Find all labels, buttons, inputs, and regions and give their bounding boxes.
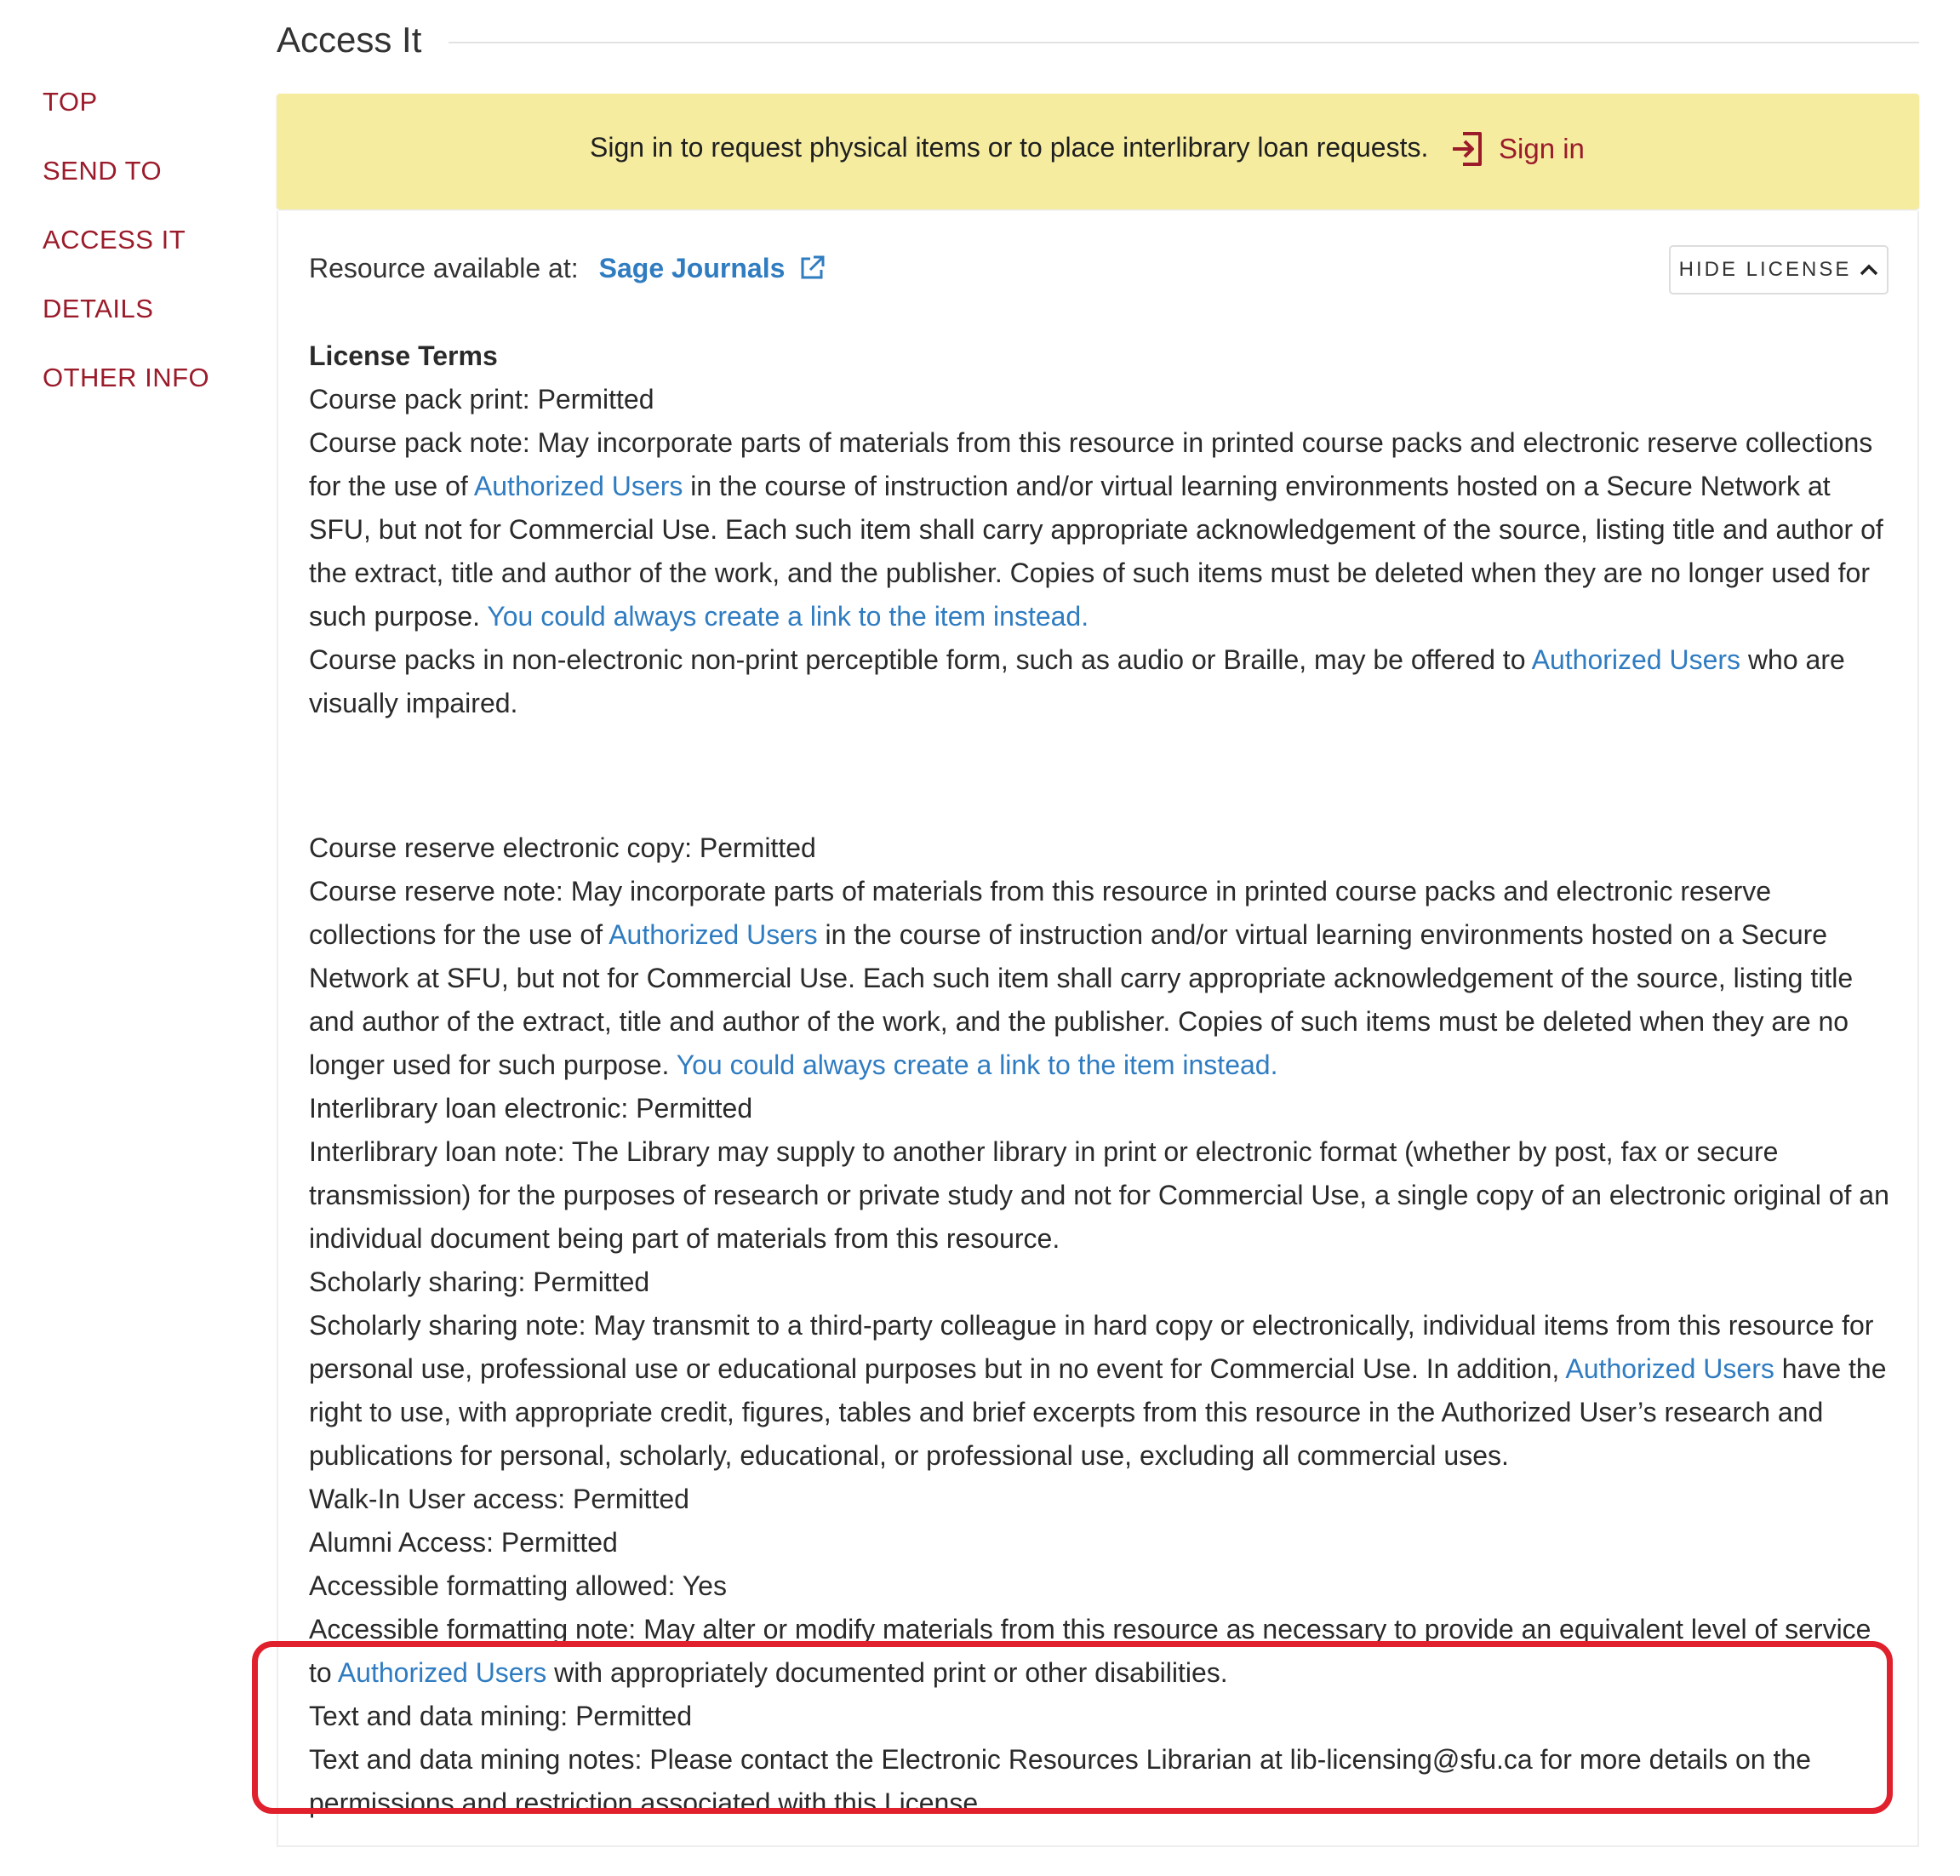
text-data-mining-notes: Text and data mining notes: Please contact the Electronic Resources Librarian at lib-licensing@sfu.ca for more details on the permissions and restriction associated with this License. [309,1744,1811,1818]
authorized-users-link[interactable]: Authorized Users [1565,1353,1774,1384]
authorized-users-link[interactable]: Authorized Users [1531,644,1741,675]
section-header [277,17,1919,68]
signin-label: Sign in [1499,133,1585,164]
ill-electronic: Interlibrary loan electronic: Permitted [309,1093,753,1124]
side-navigation [43,81,247,426]
resource-link-text: Sage Journals [598,252,786,283]
license-terms [309,335,1892,1825]
authorized-users-link[interactable]: Authorized Users [473,471,683,501]
license-title: License Terms [309,340,498,371]
signin-banner [277,94,1919,209]
authorized-users-link[interactable]: Authorized Users [609,919,818,950]
course-pack-braille-note: Course packs in non-electronic non-print perceptible form, such as audio or Braille, may be offered to Authorized Users who are visually impaired. [309,644,1845,718]
authorized-users-link[interactable]: Authorized Users [337,1657,547,1688]
resource-row [309,247,826,289]
ill-note: Interlibrary loan note: The Library may supply to another library in print or electronic format (whether by post, fax or secure transmission) for the purposes of research or private study and not for Commercial Use, a single copy of an electronic original of an individual document being part of materials from this resource. [309,1136,1889,1254]
course-pack-note: Course pack note: May incorporate parts of materials from this resource in printed course packs and electronic reserve collections for the use of Authorized Users in the course of instruction and/or virtual learning environments hosted on a Secure Network at SFU, but not for Commercial Use. Each such item shall carry appropriate acknowledgement of the source, listing title and author of the extract, title and author of the work, and the publisher. Copies of such items must be deleted when they are no longer used for such purpose. You could always create a link to the item instead. [309,427,1883,632]
signin-message: Sign in to request physical items or to place interlibrary loan requests. [590,132,1429,163]
scholarly-sharing: Scholarly sharing: Permitted [309,1267,650,1297]
text-data-mining: Text and data mining: Permitted [309,1701,693,1731]
accessible-formatting-note: Accessible formatting note: May alter or modify materials from this resource as necessary to provide an equivalent level of service to Authorized Users with appropriately documented print or other disabilities. [309,1614,1871,1688]
nav-item-other-info[interactable]: OTHER INFO [43,363,210,392]
walk-in-access: Walk-In User access: Permitted [309,1484,689,1514]
sign-in-icon [1451,130,1483,168]
resource-label: Resource available at: [309,252,579,283]
course-pack-print: Course pack print: Permitted [309,384,654,415]
nav-item-details[interactable]: DETAILS [43,294,154,323]
hide-license-label: HIDE LICENSE [1678,258,1852,281]
course-reserve-note: Course reserve note: May incorporate parts of materials from this resource in printed course packs and electronic reserve collections for the use of Authorized Users in the course of instruction and/or virtual learning environments hosted on a Secure Network at SFU, but not for Commercial Use. Each such item shall carry appropriate acknowledgement of the source, listing title and author of the extract, title and author of the work, and the publisher. Copies of such items must be deleted when they are no longer used for such purpose. You could always create a link to the item instead. [309,876,1854,1080]
section-divider [449,42,1919,43]
create-link-instead-link[interactable]: You could always create a link to the item instead. [676,1050,1278,1080]
section-title: Access It [277,20,422,60]
nav-item-access-it[interactable]: ACCESS IT [43,225,186,255]
hide-license-button[interactable] [1669,245,1889,295]
create-link-instead-link[interactable]: You could always create a link to the item instead. [487,601,1089,632]
course-reserve-copy: Course reserve electronic copy: Permitted [309,832,816,863]
scholarly-sharing-note: Scholarly sharing note: May transmit to a third-party colleague in hard copy or electronically, individual items from this resource for personal use, professional use or educational purposes but in no event for Commercial Use. In addition, Authorized Users have the right to use, with appropriate credit, figures, tables and brief excerpts from this resource in the Authorized User’s research and publications for personal, scholarly, educational, or professional use, excluding all commercial uses. [309,1310,1887,1471]
alumni-access: Alumni Access: Permitted [309,1527,618,1558]
sage-journals-link[interactable] [599,253,826,284]
nav-item-send-to[interactable]: SEND TO [43,156,163,186]
spacer [309,725,1892,826]
chevron-up-icon [1860,263,1878,277]
access-panel [277,211,1919,1847]
nav-item-top[interactable]: TOP [43,87,98,117]
external-link-icon [798,255,826,282]
signin-button[interactable] [1451,125,1585,173]
accessible-formatting-allowed: Accessible formatting allowed: Yes [309,1570,727,1601]
